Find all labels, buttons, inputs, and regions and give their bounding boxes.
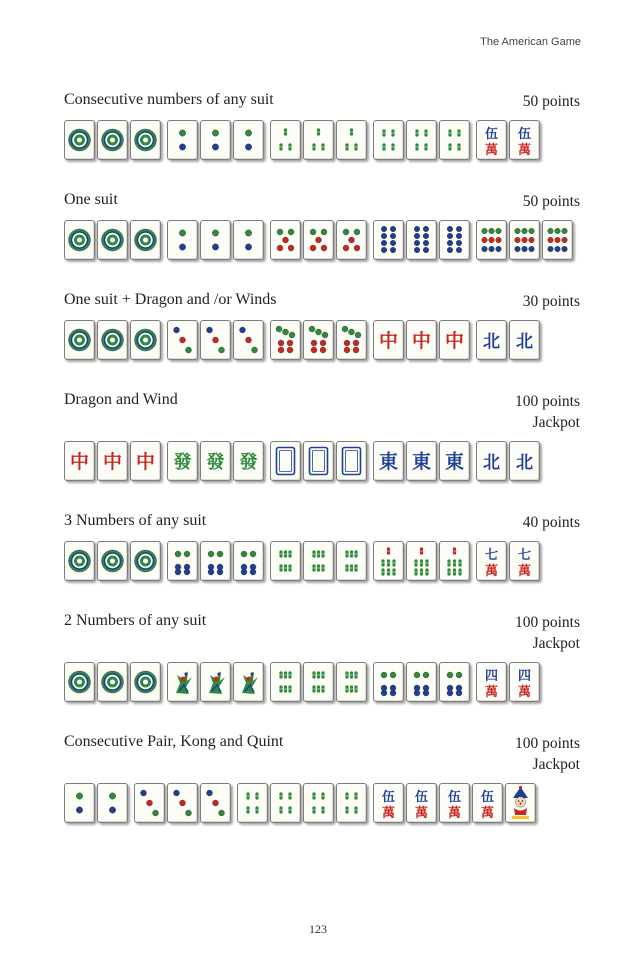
dot-1-tile: [130, 662, 161, 702]
tile-group: [64, 541, 161, 581]
bam-4-tile: [270, 783, 301, 823]
char-4-tile: [476, 662, 507, 702]
bam-4-tile: [303, 783, 334, 823]
tile-group: [373, 541, 470, 581]
char-7-tile: [509, 541, 540, 581]
tile-group: [476, 662, 540, 702]
dot-1-tile: [130, 120, 161, 160]
bam-4-tile: [373, 120, 404, 160]
north-wind-tile: [476, 441, 507, 481]
dot-7-tile: [336, 320, 367, 360]
svg-text:北: 北: [516, 332, 533, 352]
tile-row: [64, 541, 546, 581]
dot-7-tile: [270, 320, 301, 360]
hand-points: [515, 733, 580, 775]
char-5-tile: [476, 120, 507, 160]
dot-8-tile: [439, 220, 470, 260]
svg-text:發: 發: [173, 452, 192, 473]
svg-text:伍: 伍: [381, 790, 396, 805]
dot-8-tile: [406, 220, 437, 260]
bam-4-tile: [406, 120, 437, 160]
east-wind-tile: [439, 441, 470, 481]
char-5-tile: [406, 783, 437, 823]
tile-group: [270, 220, 367, 260]
dot-3-tile: [200, 320, 231, 360]
hand-title: Consecutive numbers of any suit: [64, 91, 274, 108]
svg-text:北: 北: [516, 453, 533, 473]
char-5-tile: [472, 783, 503, 823]
char-5-tile: [509, 120, 540, 160]
dot-2-tile: [167, 120, 198, 160]
dot-1-tile: [130, 320, 161, 360]
svg-text:北: 北: [483, 453, 500, 473]
svg-text:萬: 萬: [447, 806, 462, 821]
dot-5-tile: [336, 220, 367, 260]
hand-points: [523, 191, 580, 212]
dot-6-tile: [200, 541, 231, 581]
bam-1-tile: [233, 662, 264, 702]
hand-points: [523, 512, 580, 533]
bam-7-tile: [406, 541, 437, 581]
bam-6-tile: [303, 541, 334, 581]
svg-text:七: 七: [517, 548, 532, 563]
dot-3-tile: [167, 783, 198, 823]
tile-group: [64, 120, 161, 160]
svg-text:中: 中: [411, 330, 432, 352]
tile-row: [64, 441, 546, 481]
dot-6-tile: [373, 662, 404, 702]
tile-row: [64, 120, 546, 160]
char-5-tile: [373, 783, 404, 823]
tile-group: [134, 783, 231, 823]
tile-group: [270, 441, 367, 481]
white-dragon-tile: [336, 441, 367, 481]
north-wind-tile: [476, 320, 507, 360]
white-dragon-tile: [270, 441, 301, 481]
svg-text:四: 四: [484, 669, 499, 684]
tile-group: [64, 320, 161, 360]
points-value: 40 points: [522, 514, 580, 531]
svg-text:萬: 萬: [484, 564, 499, 579]
east-wind-tile: [406, 441, 437, 481]
hand-title: One suit: [64, 191, 118, 208]
dot-9-tile: [476, 220, 507, 260]
tile-group: [373, 441, 470, 481]
dot-1-tile: [64, 220, 95, 260]
svg-text:中: 中: [444, 330, 465, 352]
dot-1-tile: [97, 220, 128, 260]
white-dragon-tile: [303, 441, 334, 481]
dot-6-tile: [439, 662, 470, 702]
points-value: 100 points: [514, 393, 580, 410]
tile-group: [167, 441, 264, 481]
tile-row: [64, 320, 546, 360]
svg-text:萬: 萬: [517, 143, 532, 158]
tile-group: [270, 320, 367, 360]
jackpot-label: Jackpot: [532, 756, 580, 773]
dot-9-tile: [509, 220, 540, 260]
svg-text:中: 中: [378, 330, 399, 352]
tile-group: [167, 320, 264, 360]
points-value: 100 points: [514, 735, 580, 752]
red-dragon-tile: [64, 441, 95, 481]
tile-group: [373, 320, 470, 360]
points-value: 100 points: [514, 614, 580, 631]
svg-text:伍: 伍: [517, 127, 532, 142]
tile-group: [64, 783, 128, 823]
dot-6-tile: [167, 541, 198, 581]
bam-6-tile: [336, 541, 367, 581]
dot-1-tile: [64, 120, 95, 160]
north-wind-tile: [509, 441, 540, 481]
dot-3-tile: [233, 320, 264, 360]
bam-4-tile: [439, 120, 470, 160]
bam-6-tile: [270, 541, 301, 581]
bam-7-tile: [373, 541, 404, 581]
points-value: 50 points: [522, 193, 580, 210]
tile-group: [476, 220, 573, 260]
hand-title: 3 Numbers of any suit: [64, 512, 207, 529]
dot-2-tile: [233, 120, 264, 160]
hand-title: Dragon and Wind: [64, 391, 178, 408]
dot-2-tile: [64, 783, 95, 823]
dot-2-tile: [233, 220, 264, 260]
svg-text:東: 東: [378, 451, 399, 473]
tile-group: [476, 541, 540, 581]
running-head: The American Game: [480, 36, 581, 48]
tile-group: [167, 541, 264, 581]
dot-1-tile: [64, 662, 95, 702]
svg-text:萬: 萬: [480, 806, 495, 821]
svg-text:中: 中: [135, 451, 156, 473]
dot-2-tile: [97, 783, 128, 823]
dot-3-tile: [134, 783, 165, 823]
bam-6-tile: [303, 662, 334, 702]
svg-text:萬: 萬: [517, 564, 532, 579]
hand-title: 2 Numbers of any suit: [64, 612, 207, 629]
tile-group: [270, 662, 367, 702]
jackpot-label: Jackpot: [532, 635, 580, 652]
hand-points: [515, 612, 580, 654]
dot-6-tile: [406, 662, 437, 702]
svg-text:伍: 伍: [480, 790, 495, 805]
dot-1-tile: [97, 541, 128, 581]
bam-4-tile: [237, 783, 268, 823]
svg-text:四: 四: [517, 669, 532, 684]
bam-6-tile: [336, 662, 367, 702]
joker-tile: [505, 783, 536, 823]
tile-row: [64, 220, 579, 260]
dot-1-tile: [97, 120, 128, 160]
dot-8-tile: [373, 220, 404, 260]
hand-points: [515, 391, 580, 433]
tile-group: [476, 120, 540, 160]
dot-2-tile: [200, 220, 231, 260]
tile-group: [64, 662, 161, 702]
tile-group: [476, 441, 540, 481]
points-value: 30 points: [522, 293, 580, 310]
jackpot-label: Jackpot: [532, 414, 580, 431]
tile-group: [373, 220, 470, 260]
svg-text:中: 中: [69, 451, 90, 473]
dot-3-tile: [167, 320, 198, 360]
tile-group: [476, 320, 540, 360]
bam-7-tile: [439, 541, 470, 581]
char-4-tile: [509, 662, 540, 702]
bam-6-tile: [270, 662, 301, 702]
bam-3-tile: [270, 120, 301, 160]
bam-3-tile: [303, 120, 334, 160]
tile-group: [167, 120, 264, 160]
svg-text:北: 北: [483, 332, 500, 352]
green-dragon-tile: [233, 441, 264, 481]
svg-text:伍: 伍: [447, 790, 462, 805]
hand-title: One suit + Dragon and /or Winds: [64, 291, 277, 308]
bam-1-tile: [200, 662, 231, 702]
svg-text:萬: 萬: [381, 806, 396, 821]
svg-text:萬: 萬: [484, 143, 499, 158]
tile-group: [373, 783, 536, 823]
dot-1-tile: [97, 662, 128, 702]
dot-2-tile: [200, 120, 231, 160]
north-wind-tile: [509, 320, 540, 360]
red-dragon-tile: [130, 441, 161, 481]
dot-9-tile: [542, 220, 573, 260]
east-wind-tile: [373, 441, 404, 481]
dot-5-tile: [270, 220, 301, 260]
hand-title: Consecutive Pair, Kong and Quint: [64, 733, 284, 750]
green-dragon-tile: [200, 441, 231, 481]
svg-text:伍: 伍: [484, 127, 499, 142]
dot-6-tile: [233, 541, 264, 581]
dot-7-tile: [303, 320, 334, 360]
tile-row: [64, 662, 546, 702]
tile-group: [373, 120, 470, 160]
hand-points: [523, 291, 580, 312]
bam-4-tile: [336, 783, 367, 823]
dot-5-tile: [303, 220, 334, 260]
dot-1-tile: [64, 320, 95, 360]
red-dragon-tile: [439, 320, 470, 360]
svg-text:伍: 伍: [414, 790, 429, 805]
dot-2-tile: [167, 220, 198, 260]
char-5-tile: [439, 783, 470, 823]
points-value: 50 points: [522, 93, 580, 110]
dot-1-tile: [130, 220, 161, 260]
tile-group: [64, 441, 161, 481]
tile-group: [64, 220, 161, 260]
svg-text:中: 中: [102, 451, 123, 473]
tile-group: [167, 662, 264, 702]
page-number: 123: [309, 922, 327, 936]
svg-text:萬: 萬: [484, 685, 499, 700]
hand-points: [523, 91, 580, 112]
svg-text:發: 發: [206, 452, 225, 473]
svg-text:東: 東: [444, 451, 465, 473]
bam-3-tile: [336, 120, 367, 160]
bam-1-tile: [167, 662, 198, 702]
dot-1-tile: [130, 541, 161, 581]
svg-text:發: 發: [239, 452, 258, 473]
dot-1-tile: [97, 320, 128, 360]
tile-group: [373, 662, 470, 702]
green-dragon-tile: [167, 441, 198, 481]
dot-1-tile: [64, 541, 95, 581]
svg-text:七: 七: [484, 548, 499, 563]
svg-text:萬: 萬: [414, 806, 429, 821]
tile-group: [270, 120, 367, 160]
tile-group: [270, 541, 367, 581]
char-7-tile: [476, 541, 507, 581]
svg-text:東: 東: [411, 451, 432, 473]
tile-group: [167, 220, 264, 260]
svg-text:萬: 萬: [517, 685, 532, 700]
red-dragon-tile: [406, 320, 437, 360]
dot-3-tile: [200, 783, 231, 823]
red-dragon-tile: [373, 320, 404, 360]
red-dragon-tile: [97, 441, 128, 481]
tile-row: [64, 783, 542, 823]
tile-group: [237, 783, 367, 823]
